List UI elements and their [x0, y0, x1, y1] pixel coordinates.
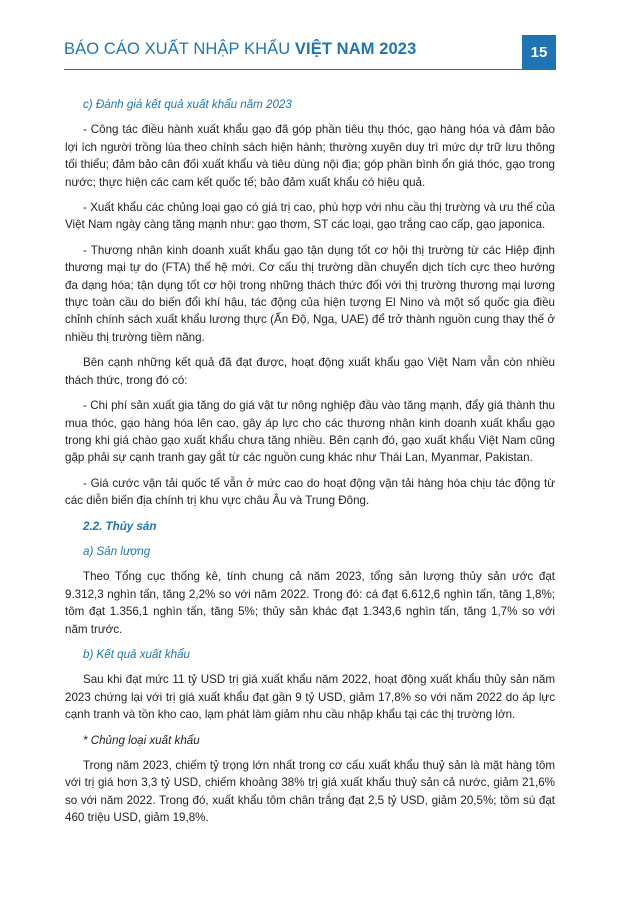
paragraph-6: - Giá cước vận tải quốc tế vẫn ở mức cao do hoạt động vận tải hàng hóa chịu tác động từ các diễn biến địa chính trị khu vực châu Âu và Trung Đông. — [65, 476, 555, 508]
report-title-regular: BÁO CÁO XUẤT NHẬP KHẨU — [64, 40, 295, 58]
paragraph-7: Theo Tổng cục thống kê, tính chung cả năm 2023, tổng sản lượng thủy sản ước đạt 9.312,3 nghìn tấn, tăng 2,2% so với năm 2022. Trong đó: cá đạt 6.612,6 nghìn tấn, tăng 1,8%; tôm đạt 1.356,1 nghìn tấn, tăng 5%; thủy sản khác đạt 1.343,6 nghìn tấn, tăng 1,7% so với năm trước. — [65, 570, 555, 636]
page-number: 15 — [522, 35, 556, 69]
subheading-c: c) Đánh giá kết quả xuất khẩu năm 2023 — [83, 98, 292, 111]
subheading-export-types: * Chủng loại xuất khẩu — [83, 733, 200, 747]
report-title-bold: VIỆT NAM 2023 — [294, 40, 417, 58]
subheading-a: a) Sản lượng — [83, 544, 151, 558]
paragraph-4: Bên cạnh những kết quả đã đạt được, hoạt động xuất khẩu gạo Việt Nam vẫn còn nhiều thách thức, trong đó có: — [65, 356, 555, 387]
header-divider — [64, 69, 556, 70]
paragraph-9: Trong năm 2023, chiếm tỷ trọng lớn nhất trong cơ cấu xuất khẩu thuỷ sản là mặt hàng tôm với trị giá hơn 3,3 tỷ USD, chiếm khoảng 38% trị giá xuất khẩu thuỷ sản cả nước, giảm 21,6% so với năm 2022. Trong đó, xuất khẩu tôm chân trắng đạt 2,5 tỷ USD, giảm 20,5%; tôm sú đạt 460 triệu USD, giảm 19,8%. — [65, 759, 555, 825]
paragraph-3: - Thương nhân kinh doanh xuất khẩu gạo tận dụng tốt cơ hội thị trường từ các Hiệp định thương mại tự do (FTA) thế hệ mới. Cơ cấu thị trường dần chuyển dịch tích cực theo hướng đa dạng hóa; tận dụng tốt cơ hội trong những thách thức đối với thị trường thương mại lương thực toàn cầu do biến đổi khí hậu, tác động của hiện tượng El Nino và một số quốc gia điều chỉnh chính sách xuất khẩu lương thực (Ấn Độ, Nga, UAE) để trở thành nguồn cung thay thế ở nhiều thị trường tiềm năng. — [65, 243, 555, 344]
paragraph-2: - Xuất khẩu các chủng loại gạo có giá trị cao, phù hợp với nhu cầu thị trường và ưu thế của Việt Nam ngày càng tăng mạnh như: gạo thơm, ST các loại, gạo trắng cao cấp, gạo japonica. — [65, 201, 555, 232]
page-header — [0, 0, 638, 70]
paragraph-5: - Chi phí sản xuất gia tăng do giá vật tư nông nghiệp đầu vào tăng mạnh, đẩy giá thành thu mua thóc, gạo hàng hóa lên cao, gây áp lực cho các thương nhân kinh doanh xuất khẩu gạo trong khi giá chào gạo xuất khẩu chưa tăng nhiều. Bên cạnh đó, gạo xuất khẩu Việt Nam cũng gặp phải sự cạnh tranh gay gắt từ các nguồn cung khác như Thái Lan, Myanmar, Pakistan. — [65, 399, 555, 465]
page-body — [65, 96, 555, 827]
paragraph-1: - Công tác điều hành xuất khẩu gạo đã góp phần tiêu thụ thóc, gạo hàng hóa và đảm bảo lợi ích người trồng lúa theo chính sách hiện hành; thường xuyên duy trì mức dự trữ lưu thông tối thiểu; đảm bảo cân đối xuất khẩu và tiêu dùng nội địa; góp phần bình ổn giá thóc, gạo trong nước; thực hiện các cam kết quốc tế; bảo đảm xuất khẩu có hiệu quả. — [65, 123, 555, 189]
subheading-b: b) Kết quả xuất khẩu — [83, 647, 190, 661]
section-heading-2-2: 2.2. Thủy sản — [83, 519, 157, 533]
report-title — [64, 40, 416, 59]
paragraph-8: Sau khi đạt mức 11 tỷ USD trị giá xuất khẩu năm 2022, hoạt động xuất khẩu thủy sản năm 2023 chứng lại với trị giá xuất khẩu đạt gần 9 tỷ USD, giảm 17,8% so với năm 2022 do áp lực cạnh tranh và tồn kho cao, lạm phát làm giảm nhu cầu nhập khẩu tại các thị trường lớn. — [65, 673, 555, 722]
